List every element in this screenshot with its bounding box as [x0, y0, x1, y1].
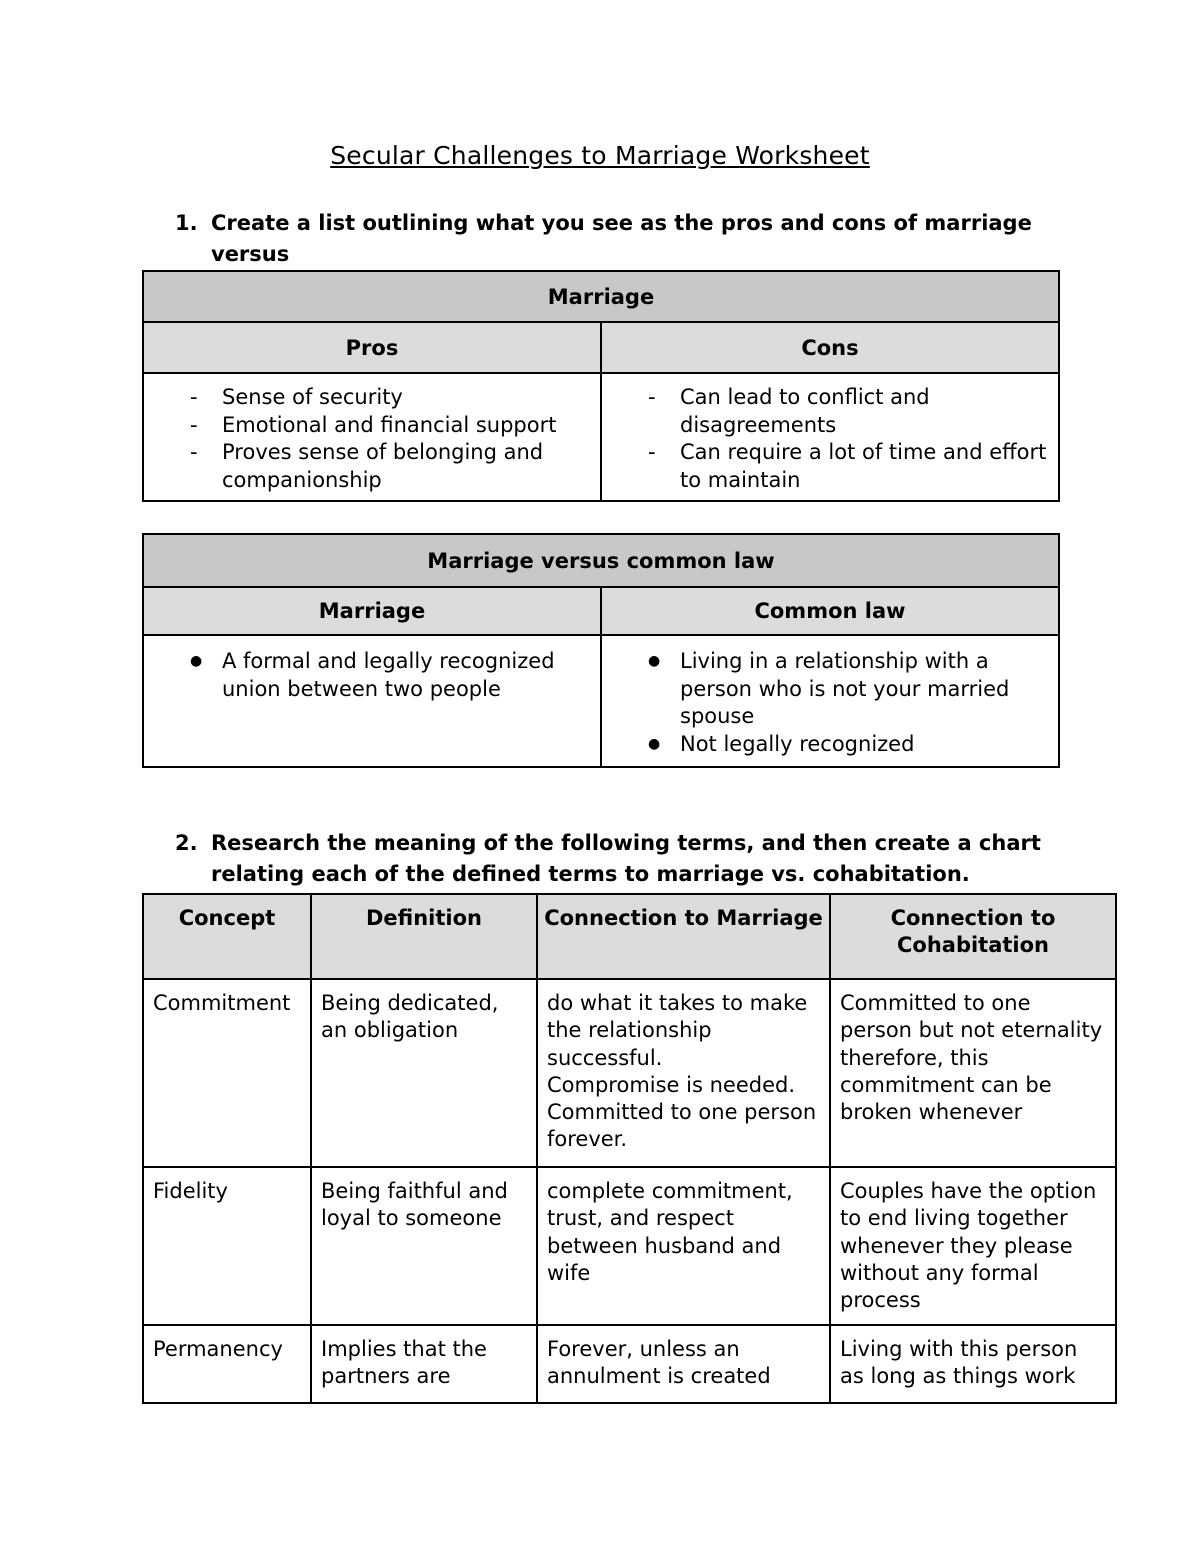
- question-text-line: Create a list outlining what you see as the pros and cons of marriage versus: [211, 211, 1032, 266]
- definition-cell: Being faithful and loyal to someone: [311, 1167, 537, 1325]
- question-2: [175, 828, 1055, 890]
- column-header-pros: Pros: [143, 322, 601, 373]
- list-item: ● A formal and legally recognized union between two people: [222, 648, 590, 703]
- table-row: [143, 1167, 1116, 1325]
- concept-cell: Permanency: [143, 1325, 311, 1403]
- table-header: Marriage versus common law: [143, 534, 1059, 587]
- cell-line: do what it takes to make the relationship successful.: [547, 991, 808, 1070]
- cell-line: Forever, unless an annulment is created: [547, 1337, 771, 1389]
- cohabitation-connection-cell: Living with this person as long as things work: [830, 1325, 1116, 1403]
- column-header-marriage: Marriage: [143, 587, 601, 635]
- definition-cell: Implies that the partners are: [311, 1325, 537, 1403]
- cell-line: complete commitment, trust, and respect between husband and wife: [547, 1179, 793, 1285]
- concepts-table: [142, 893, 1117, 1404]
- list-item: ● Living in a relationship with a person who is not your married spouse: [680, 648, 1048, 731]
- question-number: 2.: [175, 831, 198, 855]
- marriage-vs-common-law-table: [142, 533, 1060, 768]
- column-header-connection-cohabitation: Connection to Cohabitation: [830, 894, 1116, 979]
- list-item: - Proves sense of belonging and companionship: [222, 439, 590, 494]
- question-text-line: relating each of the defined terms to marriage vs. cohabitation.: [211, 862, 970, 886]
- definition-cell: Being dedicated, an obligation: [311, 979, 537, 1167]
- list-item: - Can require a lot of time and effort to maintain: [680, 439, 1048, 494]
- cell-line: Compromise is needed.: [547, 1072, 796, 1097]
- marriage-cell: [143, 635, 601, 767]
- list-item: - Sense of security: [222, 384, 590, 412]
- list-item: - Can lead to conflict and disagreements: [680, 384, 1048, 439]
- marriage-connection-cell: [537, 979, 830, 1167]
- column-header-concept: Concept: [143, 894, 311, 979]
- list-item: - Emotional and financial support: [222, 412, 590, 440]
- cohabitation-connection-cell: Couples have the option to end living together whenever they please without any formal process: [830, 1167, 1116, 1325]
- cohabitation-connection-cell: Committed to one person but not eternality therefore, this commitment can be broken whenever: [830, 979, 1116, 1167]
- marriage-connection-cell: [537, 1325, 830, 1403]
- table-row: [143, 1325, 1116, 1403]
- table-row: [143, 979, 1116, 1167]
- question-text-line: Research the meaning of the following terms, and then create a chart: [211, 831, 1041, 855]
- concept-cell: Commitment: [143, 979, 311, 1167]
- question-number: 1.: [175, 211, 198, 235]
- pros-cell: [143, 373, 601, 501]
- marriage-connection-cell: [537, 1167, 830, 1325]
- column-header-cons: Cons: [601, 322, 1059, 373]
- column-header-definition: Definition: [311, 894, 537, 979]
- list-item: ● Not legally recognized: [680, 731, 1048, 759]
- table-header: Marriage: [143, 271, 1059, 322]
- concept-cell: Fidelity: [143, 1167, 311, 1325]
- cell-line: Committed to one person forever.: [547, 1100, 817, 1152]
- page-title: Secular Challenges to Marriage Worksheet: [330, 141, 870, 170]
- pros-cons-table: [142, 270, 1060, 502]
- common-law-cell: [601, 635, 1059, 767]
- cons-cell: [601, 373, 1059, 501]
- column-header-connection-marriage: Connection to Marriage: [537, 894, 830, 979]
- column-header-common-law: Common law: [601, 587, 1059, 635]
